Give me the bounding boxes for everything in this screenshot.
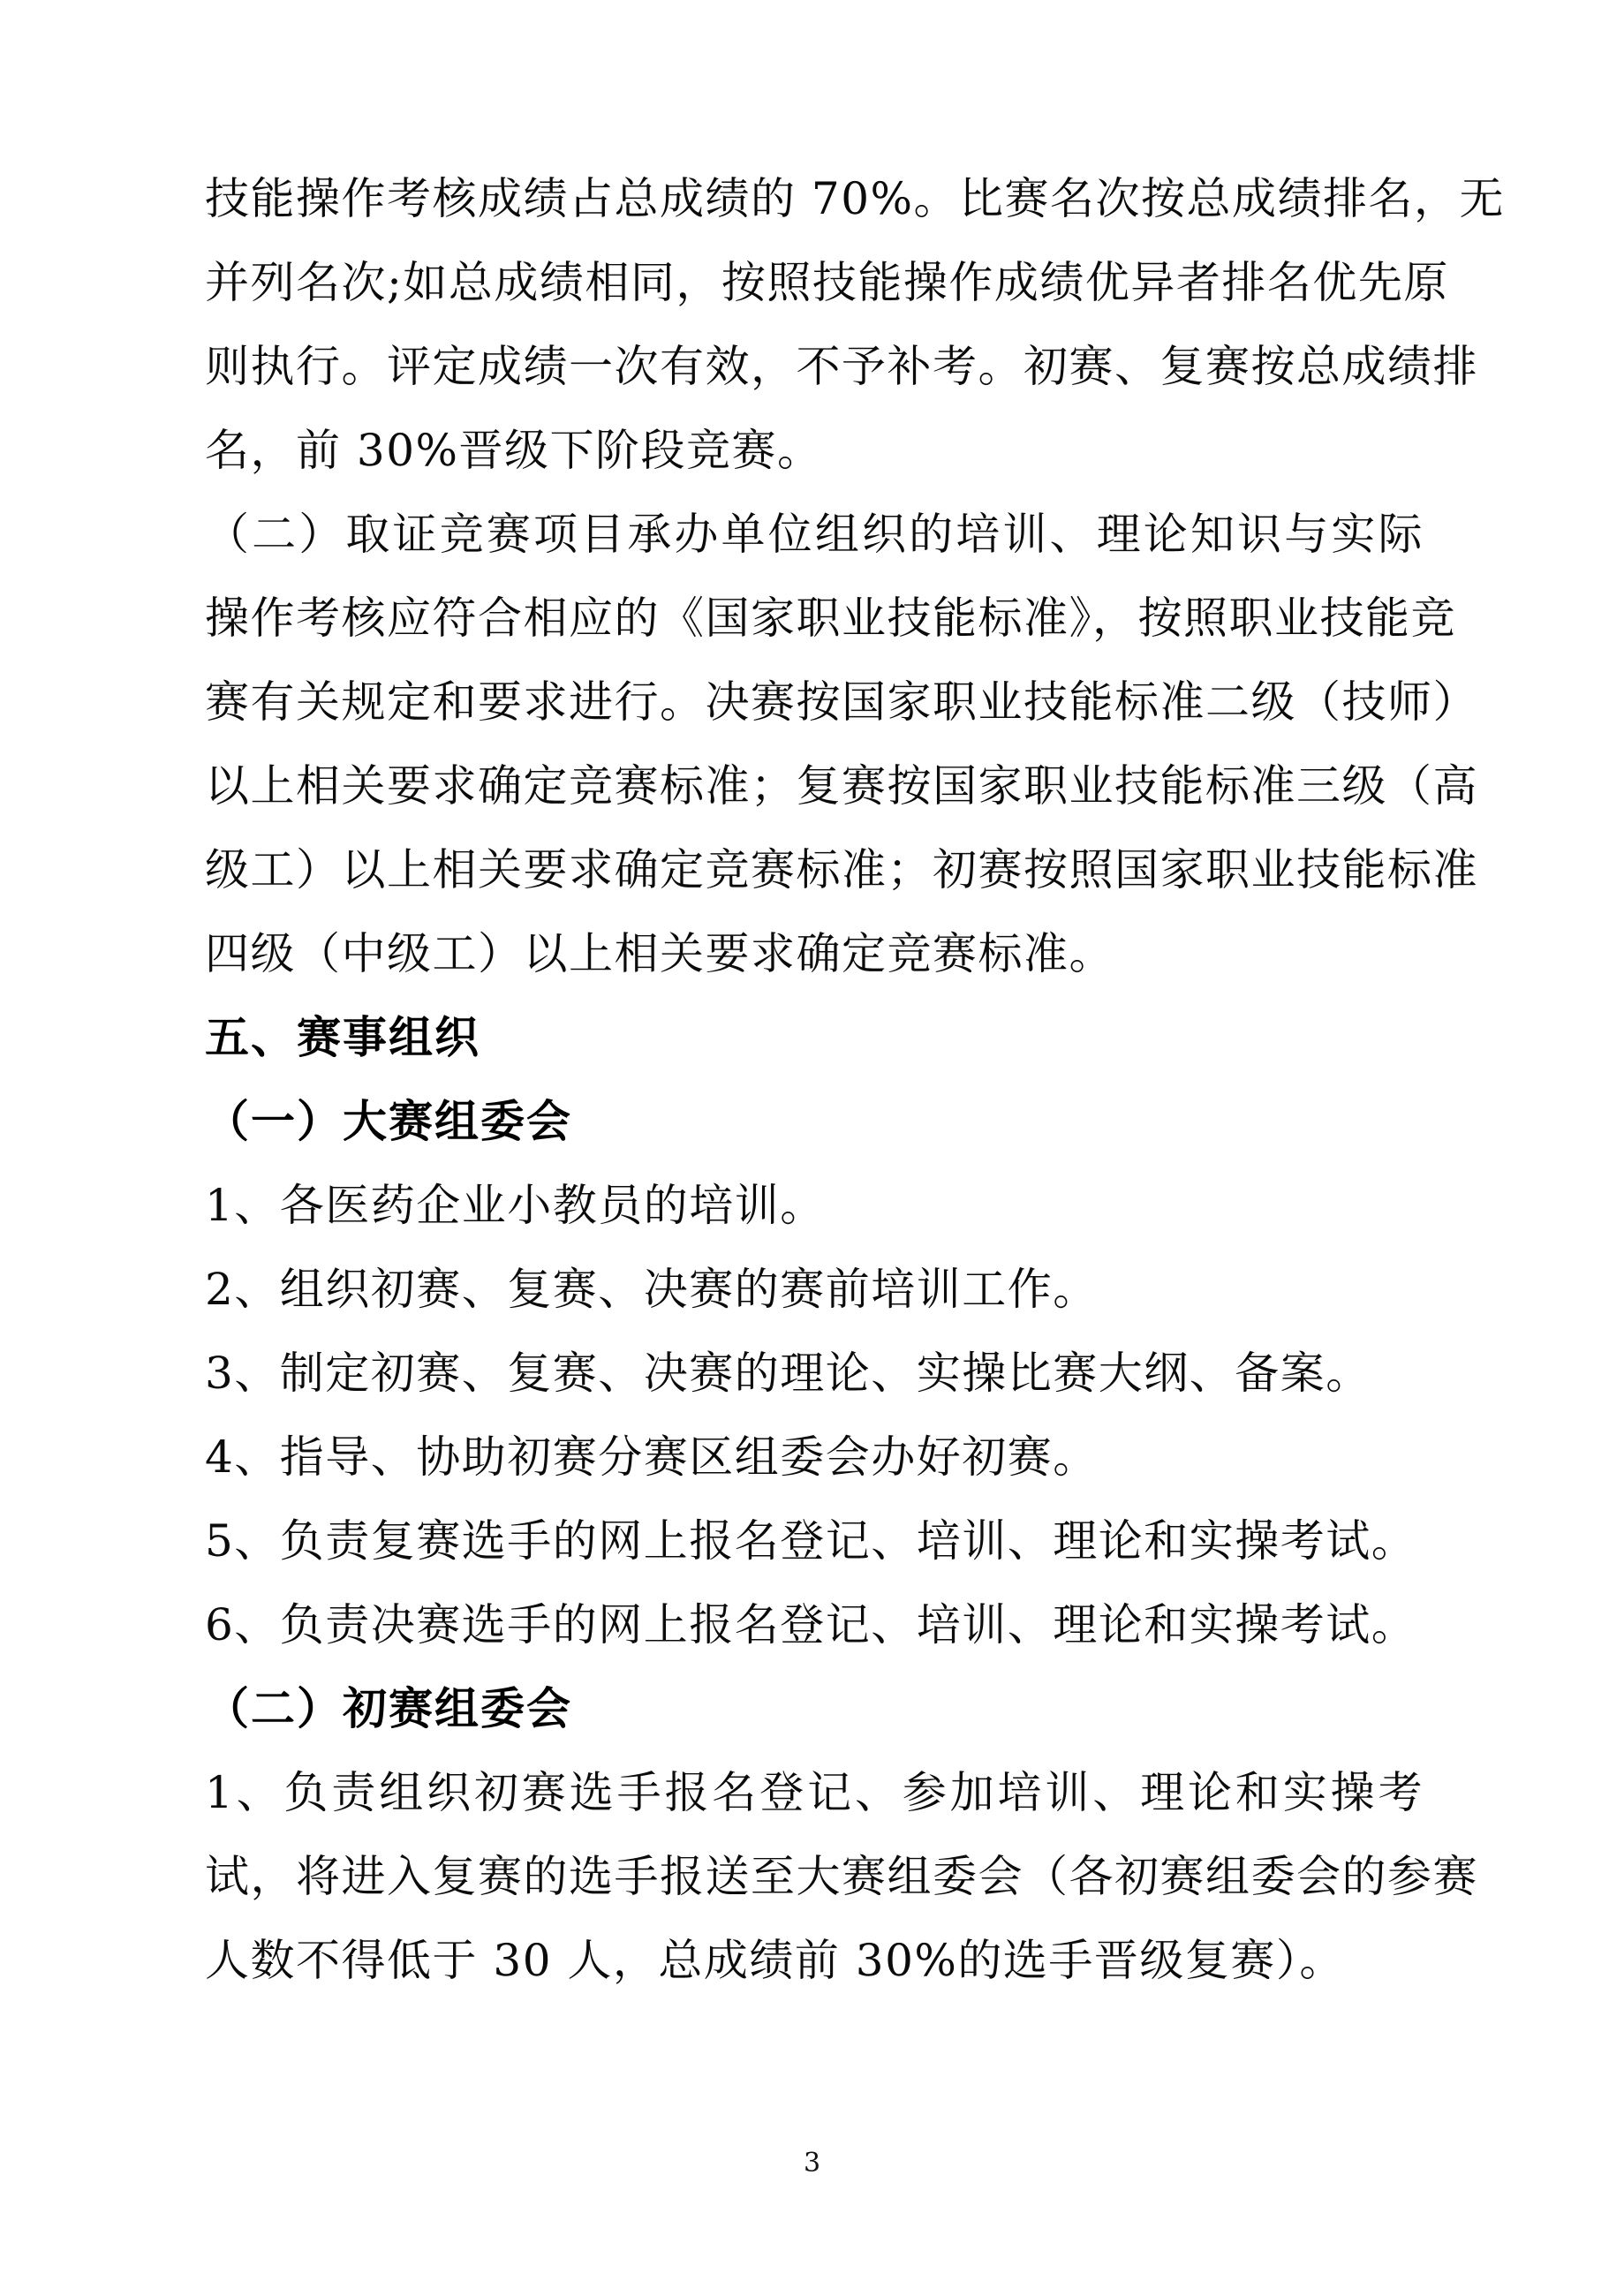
document-body bbox=[205, 157, 1506, 2003]
page-number: 3 bbox=[803, 2148, 821, 2179]
list-item: 4、指导、协助初赛分赛区组委会办好初赛。 bbox=[205, 1431, 1099, 1483]
preliminary-committee-item-1 bbox=[205, 1751, 1478, 2003]
paragraph-line: 以上相关要求确定竞赛标准；复赛按国家职业技能标准三级（高 bbox=[205, 760, 1478, 812]
list-item: 3、制定初赛、复赛、决赛的理论、实操比赛大纲、备案。 bbox=[205, 1348, 1371, 1399]
paragraph-line: 人数不得低于 30 人，总成绩前 30%的选手晋级复赛）。 bbox=[205, 1935, 1345, 1986]
paragraph-line: 技能操作考核成绩占总成绩的 70%。比赛名次按总成绩排名，无 bbox=[205, 173, 1506, 224]
paragraph-line: 则执行。评定成绩一次有效，不予补考。初赛、复赛按总成绩排 bbox=[205, 341, 1478, 392]
paragraph-line: 1、负责组织初赛选手报名登记、参加培训、理论和实操考 bbox=[205, 1767, 1424, 1818]
list-item: 1、各医药企业小教员的培训。 bbox=[205, 1180, 826, 1231]
paragraph-line: 操作考核应符合相应的《国家职业技能标准》，按照职业技能竞 bbox=[205, 593, 1456, 644]
list-item: 6、负责决赛选手的网上报名登记、培训、理论和实操考试。 bbox=[205, 1599, 1417, 1650]
paragraph-line: 级工）以上相关要求确定竞赛标准；初赛按照国家职业技能标准 bbox=[205, 844, 1478, 895]
section-heading-competition-organization: 五、赛事组织 bbox=[205, 1012, 480, 1063]
paragraph-line: 试，将进入复赛的选手报送至大赛组委会（各初赛组委会的参赛 bbox=[205, 1851, 1478, 1902]
paragraph-line: 四级（中级工）以上相关要求确定竞赛标准。 bbox=[205, 928, 1114, 979]
paragraph-line: （二）取证竞赛项目承办单位组织的培训、理论知识与实际 bbox=[205, 509, 1424, 560]
subsection-heading-main-organizing-committee: （一）大赛组委会 bbox=[205, 1096, 572, 1147]
scoring-rules-paragraph bbox=[205, 157, 1506, 493]
subsection-heading-preliminary-organizing-committee: （二）初赛组委会 bbox=[205, 1683, 572, 1734]
paragraph-line: 名，前 30%晋级下阶段竞赛。 bbox=[205, 425, 823, 476]
list-item: 5、负责复赛选手的网上报名登记、培训、理论和实操考试。 bbox=[205, 1515, 1417, 1567]
list-item: 2、组织初赛、复赛、决赛的赛前培训工作。 bbox=[205, 1264, 1099, 1315]
certification-competition-paragraph bbox=[205, 493, 1478, 996]
paragraph-line: 并列名次;如总成绩相同，按照技能操作成绩优异者排名优先原 bbox=[205, 257, 1449, 308]
paragraph-line: 赛有关规定和要求进行。决赛按国家职业技能标准二级（技师） bbox=[205, 676, 1478, 728]
